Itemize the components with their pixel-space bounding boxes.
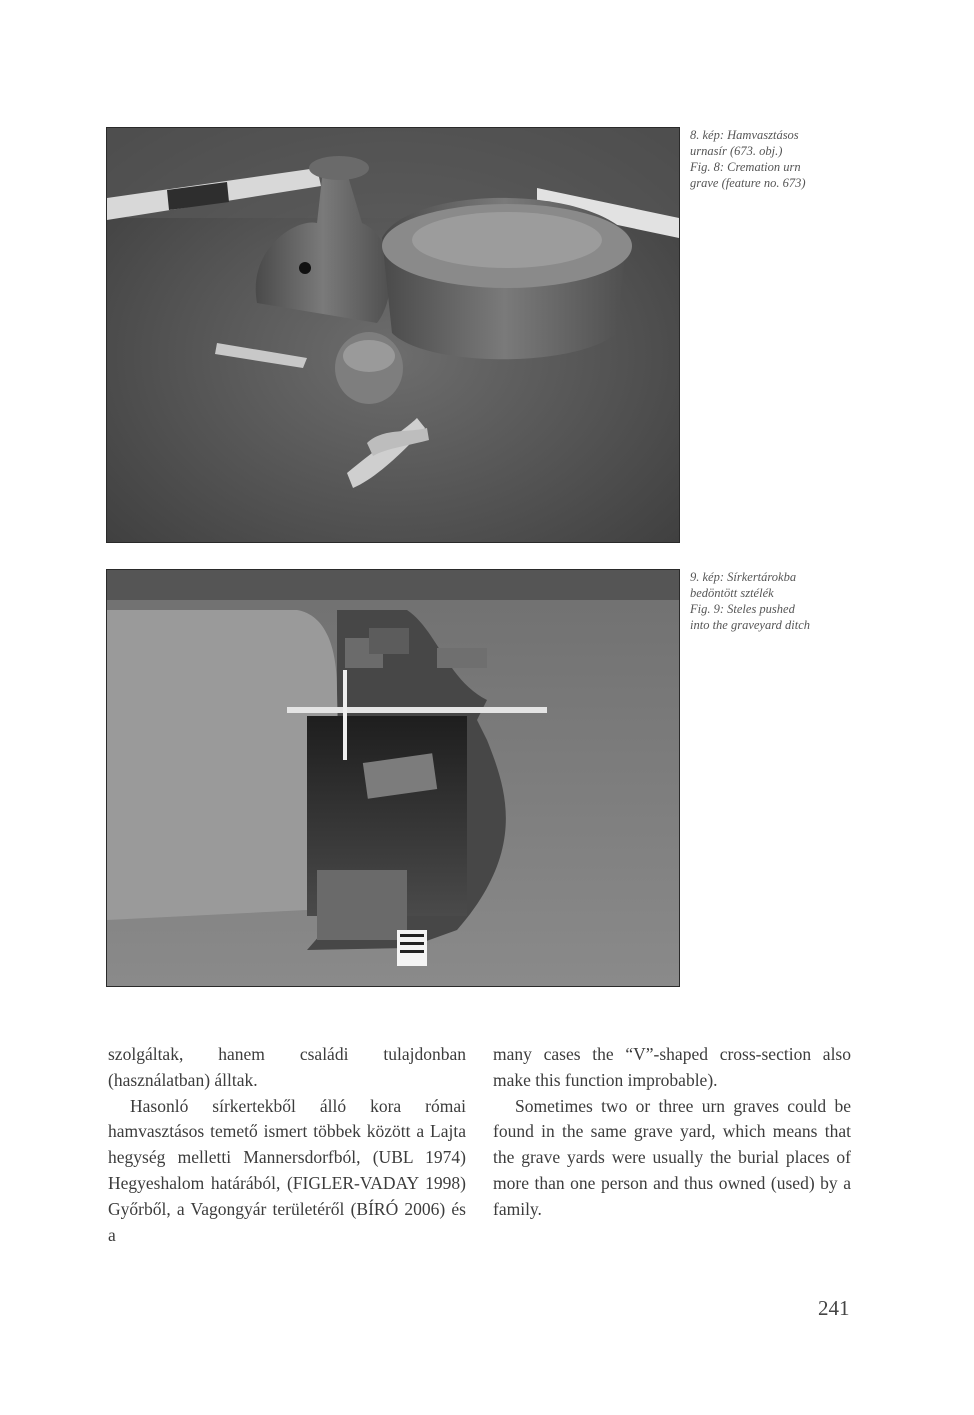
caption-en-line-1: Fig. 9: Steles pushed (690, 602, 795, 616)
caption-hu-line-1: 8. kép: Hamvasztásos (690, 128, 799, 142)
figure-8-caption (690, 127, 870, 191)
body-text-english (493, 1042, 851, 1223)
figure-9-caption (690, 569, 870, 633)
steles-ditch-image (107, 570, 679, 986)
caption-en-line-1: Fig. 8: Cremation urn (690, 160, 801, 174)
caption-en-line-2: grave (feature no. 673) (690, 176, 806, 190)
paragraph: Sometimes two or three urn graves could be found in the same grave yard, which means that the grave yards were usually the burial places of more than one person and thus owned (used) by a family. (493, 1095, 851, 1219)
caption-hu-line-2: urnasír (673. obj.) (690, 144, 783, 158)
caption-hu-line-1: 9. kép: Sírkertárokba (690, 570, 797, 584)
figure-8-photo (106, 127, 680, 543)
caption-en-line-2: into the graveyard ditch (690, 618, 810, 632)
body-text-hungarian (108, 1042, 466, 1248)
caption-hu-line-2: bedöntött sztélék (690, 586, 774, 600)
paragraph: szolgáltak, hanem családi tulajdonban (használatban) álltak. (108, 1044, 466, 1090)
page-number: 241 (818, 1296, 850, 1320)
paragraph: Hasonló sírkertekből álló kora római hamvasztásos temető ismert többek között a Lajta hegység melletti Mannersdorfból, (UBL 1974) Hegyeshalom határából, (FIGLER-VADAY 1998) Győrből, a Vagongyár területéről (BÍRÓ 2006) és a (108, 1095, 466, 1245)
figure-9-photo (106, 569, 680, 987)
paragraph: many cases the “V”-shaped cross-section also make this function improbable). (493, 1044, 851, 1090)
cremation-urn-grave-image (107, 128, 679, 542)
